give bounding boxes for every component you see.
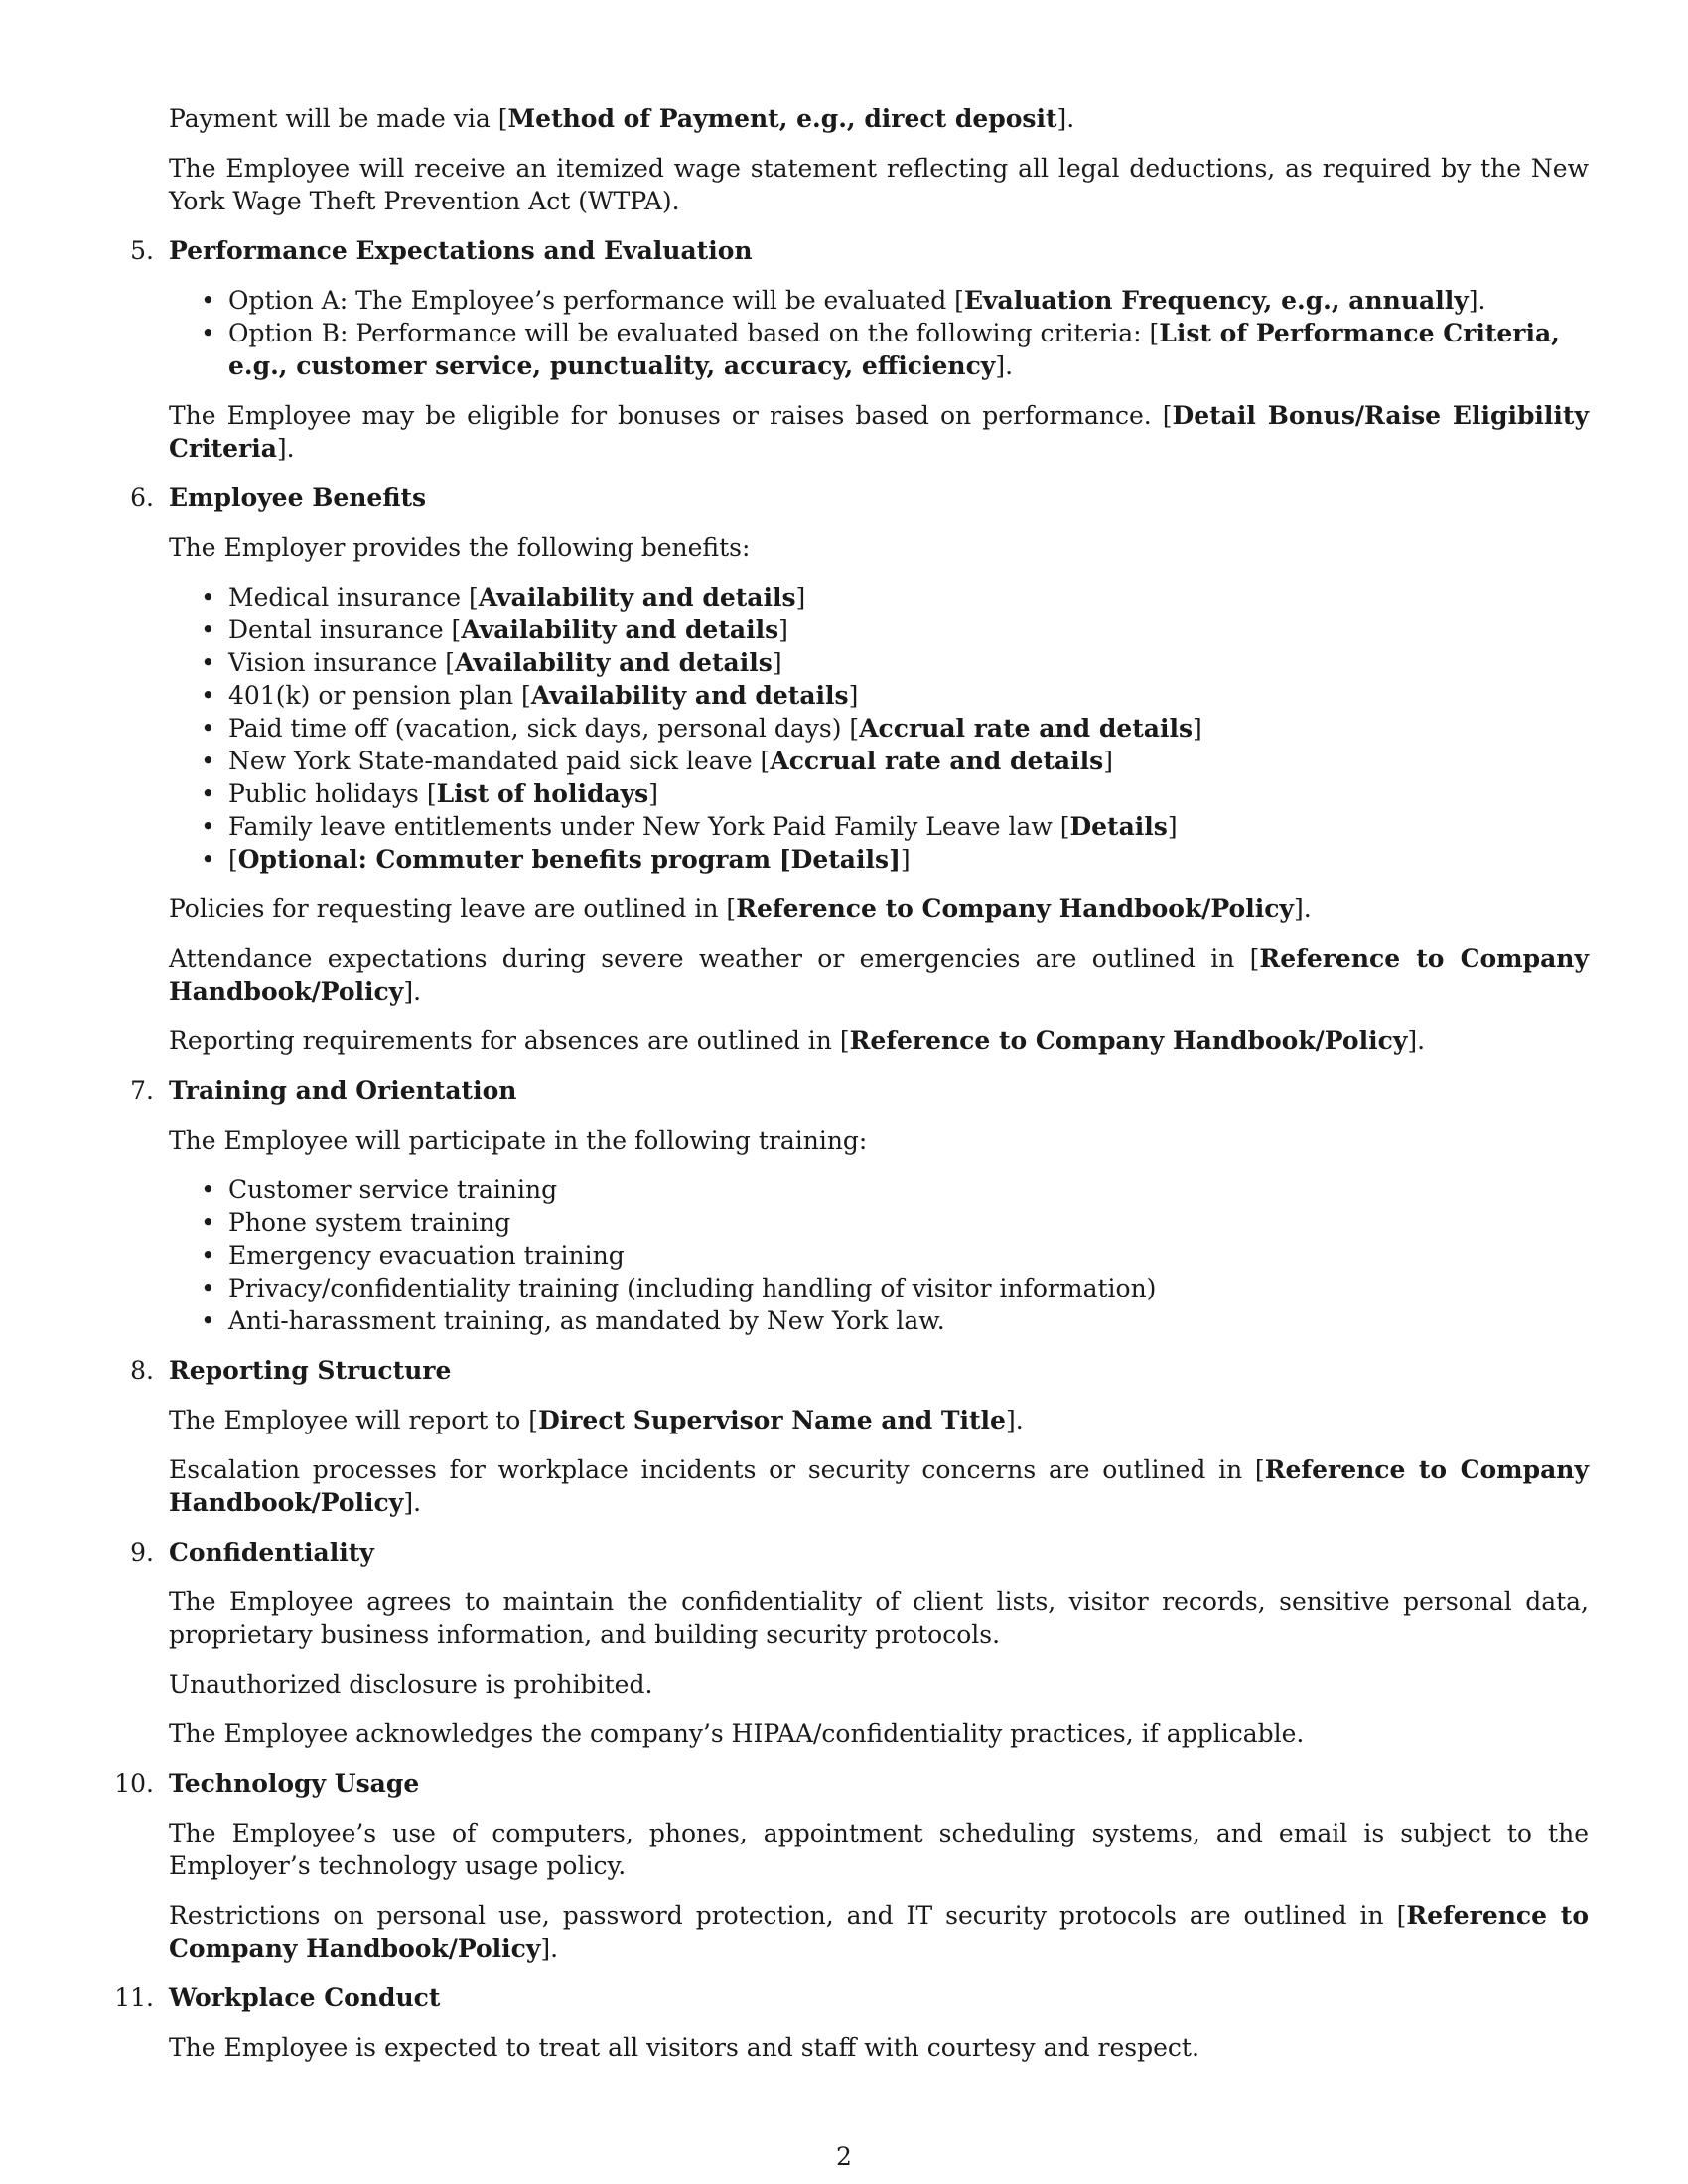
absence-reporting-paragraph: Reporting requirements for absences are outlined in [Reference to Company Handbook/Policy]. <box>169 1026 1426 1055</box>
list-item: • Phone system training <box>201 1208 511 1237</box>
it-security-paragraph: Restrictions on personal use, password protection, and IT security protocols are outlined in [Reference to Company Handbook/Policy]. <box>169 1901 1589 1963</box>
wage-statement-paragraph: The Employee will receive an itemized wage statement reflecting all legal deductions, as required by the New York Wage Theft Prevention Act (WTPA). <box>169 154 1589 215</box>
section-heading-technology: 10. Technology Usage <box>114 1769 420 1798</box>
bonus-paragraph: The Employee may be eligible for bonuses or raises based on performance. [Detail Bonus/Raise Eligibility Criteria]. <box>169 401 1589 463</box>
list-item: • Dental insurance [Availability and details] <box>201 615 788 644</box>
hipaa-paragraph: The Employee acknowledges the company’s HIPAA/confidentiality practices, if applicable. <box>169 1719 1305 1748</box>
bullet-icon: • <box>201 1175 215 1204</box>
bullet-icon: • <box>201 681 215 710</box>
page-number: 2 <box>836 2142 852 2171</box>
bullet-icon: • <box>201 747 215 775</box>
bullet-icon: • <box>201 583 215 612</box>
bullet-icon: • <box>201 1241 215 1270</box>
payment-method-paragraph: Payment will be made via [Method of Payment, e.g., direct deposit]. <box>169 104 1075 133</box>
bullet-icon: • <box>201 845 215 874</box>
disclosure-paragraph: Unauthorized disclosure is prohibited. <box>169 1670 653 1699</box>
list-item: • Emergency evacuation training <box>201 1241 625 1270</box>
list-item: • Family leave entitlements under New York Paid Family Leave law [Details] <box>201 812 1178 841</box>
bullet-icon: • <box>201 779 215 808</box>
leave-policy-paragraph: Policies for requesting leave are outlined in [Reference to Company Handbook/Policy]. <box>169 894 1312 923</box>
list-item: • Public holidays [List of holidays] <box>201 779 659 808</box>
benefits-intro: The Employer provides the following benefits: <box>169 533 751 562</box>
bullet-icon: • <box>201 1306 215 1335</box>
technology-paragraph: The Employee’s use of computers, phones, appointment scheduling systems, and email is subject to the Employer’s technology usage policy. <box>169 1819 1589 1880</box>
section-heading-conduct: 11. Workplace Conduct <box>114 1983 441 2012</box>
bullet-icon: • <box>201 648 215 677</box>
training-list <box>201 1173 1589 1337</box>
supervisor-paragraph: The Employee will report to [Direct Supervisor Name and Title]. <box>169 1406 1024 1434</box>
list-item: • Medical insurance [Availability and details] <box>201 583 806 612</box>
list-item: • Customer service training <box>201 1175 558 1204</box>
list-item: • 401(k) or pension plan [Availability and details] <box>201 681 859 710</box>
attendance-paragraph: Attendance expectations during severe weather or emergencies are outlined in [Reference to Company Handbook/Policy]. <box>169 944 1589 1006</box>
list-item: • Privacy/confidentiality training (including handling of visitor information) <box>201 1274 1157 1302</box>
bullet-icon: • <box>201 714 215 743</box>
benefits-list <box>201 581 1589 876</box>
list-item: • Vision insurance [Availability and details] <box>201 648 782 677</box>
list-item: • Option A: The Employee’s performance will be evaluated [Evaluation Frequency, e.g., annually]. <box>201 286 1486 315</box>
bullet-icon: • <box>201 615 215 644</box>
document-body <box>0 102 1688 2081</box>
list-item: • Option B: Performance will be evaluated based on the following criteria: [List of Performance Criteria, e.g., customer service, punctuality, accuracy, efficiency]. <box>201 319 1560 380</box>
list-item: • Anti-harassment training, as mandated by New York law. <box>201 1306 945 1335</box>
bullet-icon: • <box>201 812 215 841</box>
list-item: • Paid time off (vacation, sick days, personal days) [Accrual rate and details] <box>201 714 1202 743</box>
section-heading-training: 7. Training and Orientation <box>130 1076 517 1105</box>
training-intro: The Employee will participate in the following training: <box>169 1126 868 1155</box>
list-item: • New York State-mandated paid sick leave [Accrual rate and details] <box>201 747 1113 775</box>
section-heading-reporting: 8. Reporting Structure <box>130 1356 452 1385</box>
performance-options-list <box>201 284 1589 382</box>
bullet-icon: • <box>201 286 215 315</box>
bullet-icon: • <box>201 1208 215 1237</box>
section-heading-benefits: 6. Employee Benefits <box>130 483 427 512</box>
section-heading-performance: 5. Performance Expectations and Evaluation <box>130 236 753 265</box>
escalation-paragraph: Escalation processes for workplace incidents or security concerns are outlined in [Reference to Company Handbook/Policy]. <box>169 1455 1589 1517</box>
bullet-icon: • <box>201 1274 215 1302</box>
confidentiality-paragraph: The Employee agrees to maintain the confidentiality of client lists, visitor records, sensitive personal data, proprietary business information, and building security protocols. <box>169 1587 1589 1649</box>
section-heading-confidentiality: 9. Confidentiality <box>130 1538 374 1567</box>
list-item: • [Optional: Commuter benefits program [Details]] <box>201 845 911 874</box>
bullet-icon: • <box>201 319 215 347</box>
conduct-paragraph: The Employee is expected to treat all visitors and staff with courtesy and respect. <box>169 2033 1199 2062</box>
